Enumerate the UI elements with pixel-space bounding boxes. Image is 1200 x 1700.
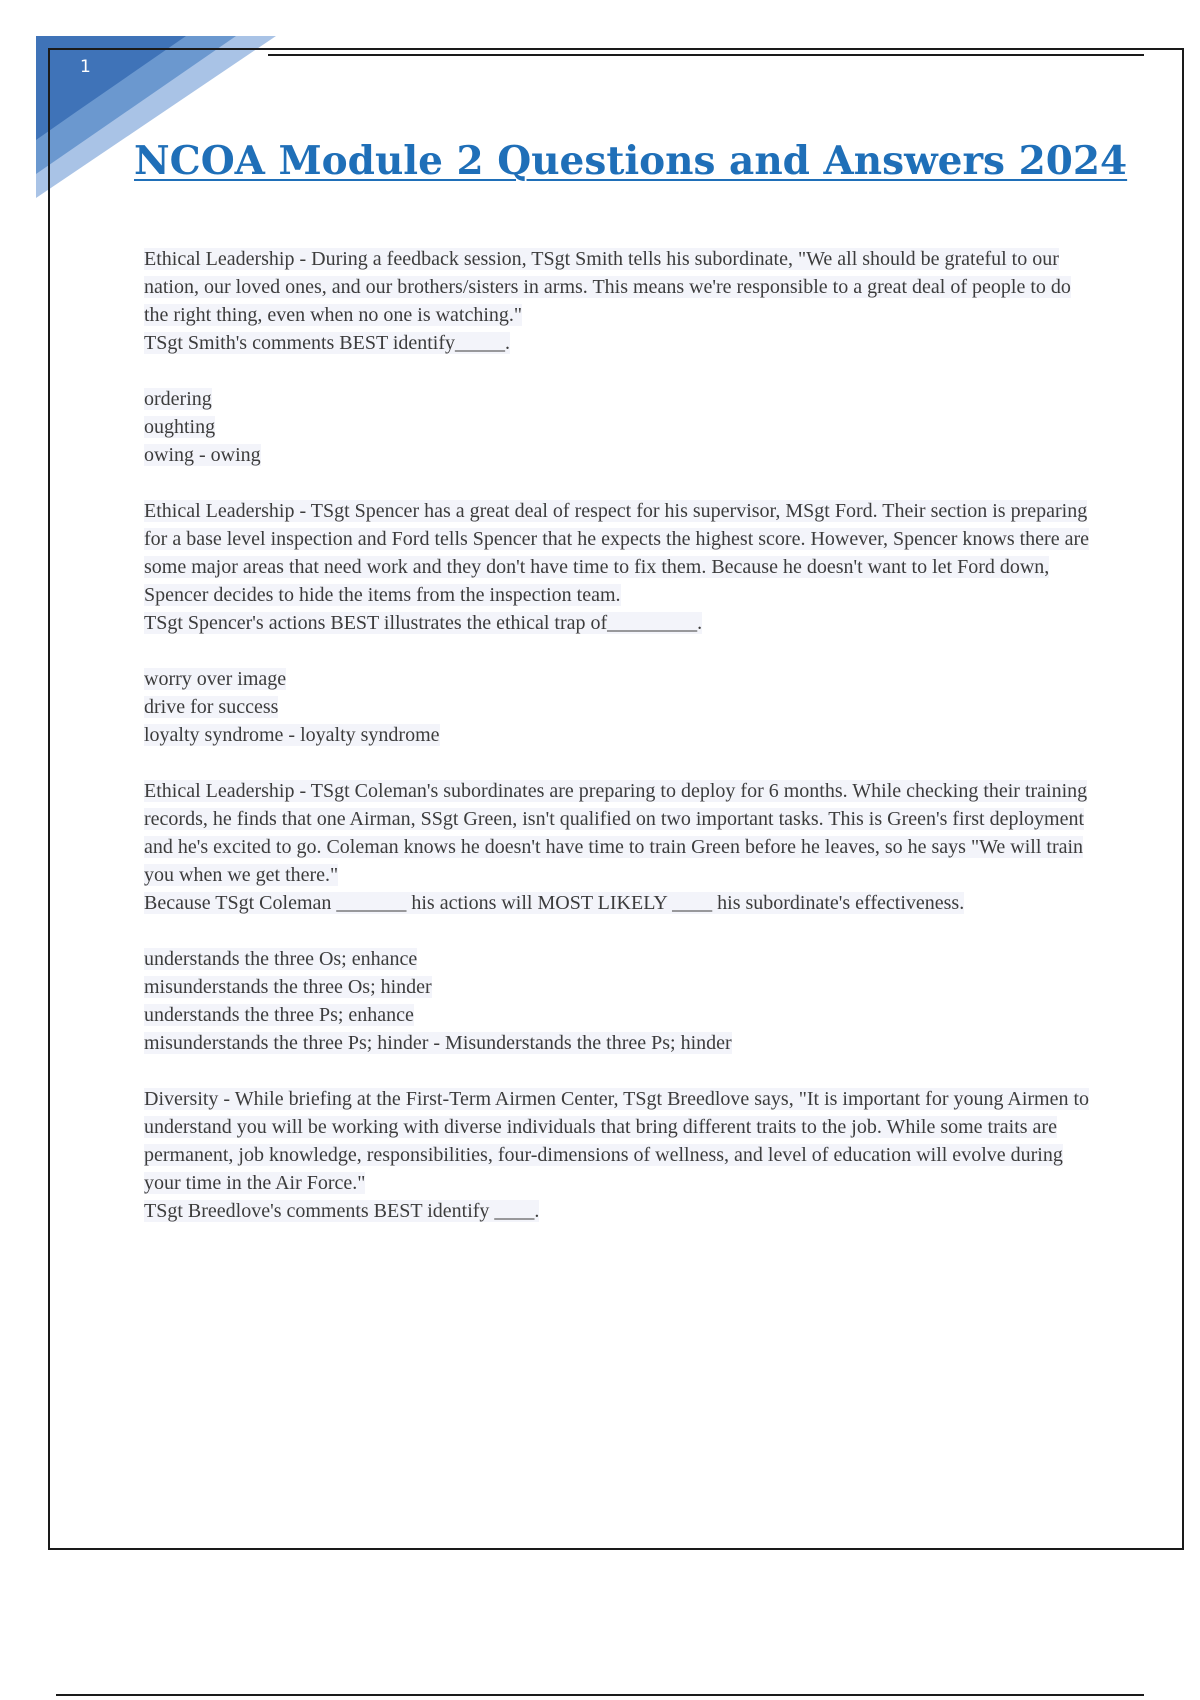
question-prompt: TSgt Breedlove's comments BEST identify ____. [144, 1200, 540, 1222]
page-number: 1 [80, 57, 91, 77]
answer-option: misunderstands the three Os; hinder [144, 976, 432, 998]
answer-option: oughting [144, 416, 216, 438]
answer-option: owing - owing [144, 444, 261, 466]
document-title: NCOA Module 2 Questions and Answers 2024 [134, 138, 1128, 184]
answer-option: ordering [144, 388, 212, 410]
question-stem: Diversity - While briefing at the First-Term Airmen Center, TSgt Breedlove says, "It is important for young Airmen to understand you will be working with diverse individuals that bring different traits to the job. While some traits are permanent, job knowledge, responsibilities, four-dimensions of wellness, and level of education will evolve during your time in the Air Force." [144, 1088, 1090, 1194]
question-stem: Ethical Leadership - TSgt Coleman's subordinates are preparing to deploy for 6 months. While checking their training records, he finds that one Airman, SSgt Green, isn't qualified on two important tasks. This is Green's first deployment and he's excited to go. Coleman knows he doesn't have time to train Green before he leaves, so he says "We will train you when we get there." [144, 780, 1088, 886]
question-stem: Ethical Leadership - TSgt Spencer has a great deal of respect for his supervisor, MSgt Ford. Their section is preparing for a base level inspection and Ford tells Spencer that he expects the highest score. However, Spencer knows there are some major areas that need work and they don't have time to fix them. Because he doesn't want to let Ford down, Spencer decides to hide the items from the inspection team. [144, 500, 1089, 606]
answer-options [144, 945, 1092, 1057]
answer-option: misunderstands the three Ps; hinder - Misunderstands the three Ps; hinder [144, 1032, 732, 1054]
question-prompt: TSgt Smith's comments BEST identify_____. [144, 332, 511, 354]
question-block [144, 777, 1092, 1057]
answer-option: understands the three Os; enhance [144, 948, 418, 970]
question-block [144, 497, 1092, 749]
question-list [144, 245, 1092, 1253]
answer-option: worry over image [144, 668, 287, 690]
answer-option: understands the three Ps; enhance [144, 1004, 414, 1026]
answer-option: loyalty syndrome - loyalty syndrome [144, 724, 440, 746]
answer-options [144, 385, 1092, 469]
question-block [144, 245, 1092, 469]
answer-options [144, 665, 1092, 749]
question-prompt: TSgt Spencer's actions BEST illustrates the ethical trap of_________. [144, 612, 703, 634]
answer-option: drive for success [144, 696, 279, 718]
footer-rule [56, 1694, 1144, 1696]
question-block [144, 1085, 1092, 1225]
header-rule [268, 54, 1144, 56]
question-stem: Ethical Leadership - During a feedback session, TSgt Smith tells his subordinate, "We all should be grateful to our nation, our loved ones, and our brothers/sisters in arms. This means we're responsible to a great deal of people to do the right thing, even when no one is watching." [144, 248, 1071, 326]
question-prompt: Because TSgt Coleman _______ his actions will MOST LIKELY ____ his subordinate's effectiveness. [144, 892, 965, 914]
